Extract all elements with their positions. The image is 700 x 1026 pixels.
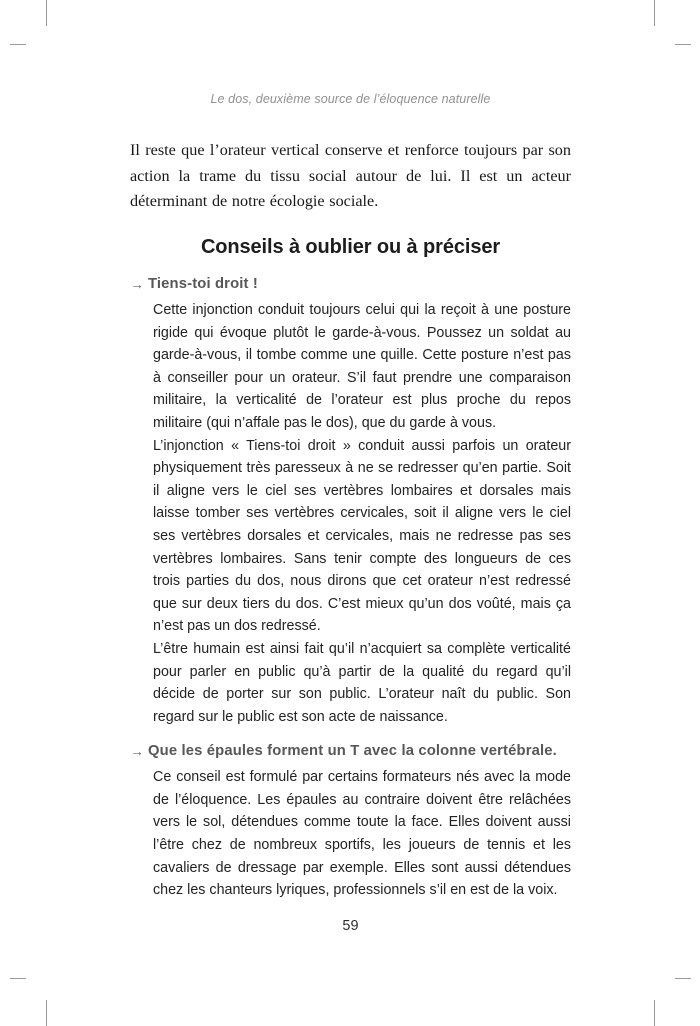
page-number: 59 xyxy=(342,918,359,934)
arrow-right-icon: → xyxy=(130,276,144,292)
crop-mark-bottom-left-horizontal xyxy=(10,978,26,979)
paragraph: L’injonction « Tiens-toi droit » conduit aussi parfois un orateur physiquement très paresseux à ne se redresser qu’en partie. Soit il aligne vers le ciel ses vertèbres lombaires et dorsales mais laisse tomber ses vertèbres cervicales, soit il aligne vers le ciel ses vertèbres dorsales et cervicales, mais ne redresse pas ses vertèbres lombaires. Sans tenir compte des longueurs de ces trois parties du dos, nous dirons que cet orateur n’est redressé que sur deux tiers du dos. C’est mieux qu’un dos voûté, mais ça n’est pas un dos redressé. xyxy=(153,437,571,635)
crop-mark-bottom-right-horizontal xyxy=(675,978,691,979)
crop-mark-top-right-horizontal xyxy=(675,44,691,45)
page-content-frame xyxy=(130,0,571,1026)
intro-paragraph: Il reste que l’orateur vertical conserve et renforce toujours par son action la trame du tissu social autour de lui. Il est un acteur déterminant de notre écologie sociale. xyxy=(130,141,571,210)
arrow-right-icon: → xyxy=(130,743,144,760)
subsection-heading-tiens-toi-droit xyxy=(130,274,571,295)
section-heading: Conseils à oublier ou à préciser xyxy=(200,236,501,258)
paragraph: Ce conseil est formulé par certains formateurs nés avec la mode de l’éloquence. Les épaules au contraire doivent être relâchées vers le sol, détendues comme toute la face. Elles doivent aussi l’être chez de nombreux sportifs, les joueurs de tennis et les cavaliers de dressage par exemple. Elles sont aussi détendues chez les chanteurs lyriques, professionnels s’il en est de la voix. xyxy=(153,769,571,899)
intro-block xyxy=(130,138,571,215)
body-flow xyxy=(130,274,571,902)
crop-mark-bottom-right-vertical xyxy=(654,1000,655,1026)
paragraph: L’être humain est ainsi fait qu’il n’acquiert sa complète verticalité pour parler en public qu’à partir de la qualité du regard qu’il décide de porter sur son public. L’orateur naît du public. Son regard sur le public est son acte de naissance. xyxy=(153,640,571,725)
crop-mark-top-right-vertical xyxy=(654,0,655,26)
subsection-heading-label: Que les épaules forment un T avec la colonne vertébrale. xyxy=(148,743,557,760)
crop-mark-bottom-left-vertical xyxy=(46,1000,47,1026)
paragraph: Cette injonction conduit toujours celui qui la reçoit à une posture rigide qui évoque plutôt le garde-à-vous. Poussez un soldat au garde-à-vous, il tombe comme une quille. Cette posture n’est pas à conseiller pour un orateur. S’il faut prendre une comparaison militaire, la verticalité de l’orateur est plus proche du repos militaire (qui n’affale pas le dos), que du garde à vous. xyxy=(153,302,571,431)
spacer xyxy=(130,728,571,741)
running-head: Le dos, deuxième source de l’éloquence naturelle xyxy=(210,92,491,106)
crop-mark-top-left-vertical xyxy=(46,0,47,26)
crop-mark-top-left-horizontal xyxy=(10,44,26,45)
subsection-heading-epaules-t-colonne xyxy=(130,741,571,762)
subsection-heading-label: Tiens-toi droit ! xyxy=(148,276,258,292)
